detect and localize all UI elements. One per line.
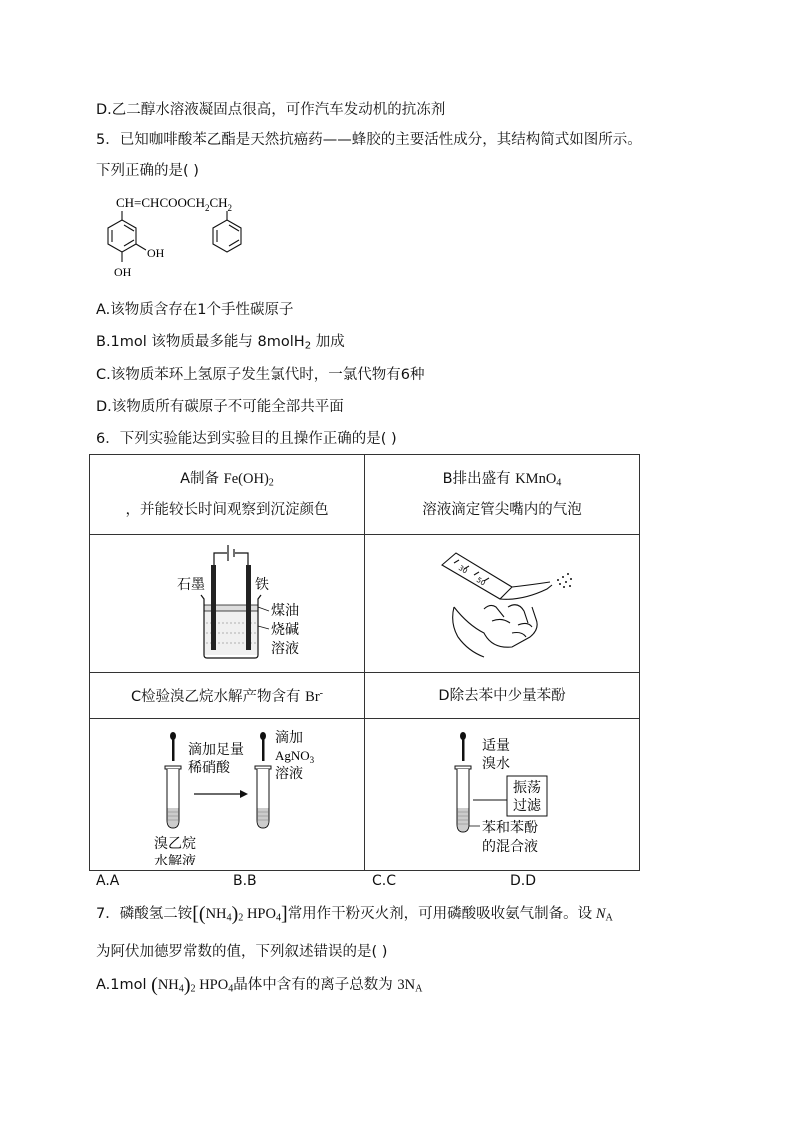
caustic-label-2: 溶液 bbox=[271, 640, 299, 657]
caustic-label-1: 烧碱 bbox=[271, 621, 299, 638]
graphite-label: 石墨 bbox=[177, 576, 205, 593]
catechol-ring bbox=[108, 211, 146, 262]
br-ion-formula: Br- bbox=[305, 687, 324, 706]
cell-b-title: B排出盛有 KMnO$_4$ 溶液滴定管尖嘴内的气泡 bbox=[365, 455, 640, 535]
beaker-icon bbox=[201, 595, 261, 658]
kmno4-formula: KMnO$_4$ bbox=[515, 471, 562, 489]
battery-icon bbox=[214, 545, 248, 565]
q7-stem-line-1: 7．磷酸氢二铵[$(NH_4)_2$ $HPO_4$]常用作干粉灭火剂，可用磷酸吸收氨气制备。设 $N_A$ bbox=[96, 903, 613, 925]
cell-a-figure bbox=[90, 535, 365, 673]
cell-d-figure bbox=[365, 719, 640, 871]
bromide-test-apparatus bbox=[92, 720, 362, 865]
test-tube-icon bbox=[165, 766, 181, 828]
q6-experiment-table bbox=[89, 454, 640, 871]
cell-c-title: C检验溴乙烷水解产物含有 Br- bbox=[90, 673, 365, 719]
q5-stem-line-2: 下列正确的是( ) bbox=[96, 163, 199, 179]
mixture-label-2: 的混合液 bbox=[482, 839, 538, 855]
iron-label: 铁 bbox=[255, 576, 269, 593]
q5-option-a: A.该物质含存在1个手性碳原子 bbox=[96, 302, 294, 318]
q6-options bbox=[96, 873, 596, 891]
q5-option-c: C.该物质苯环上氢原子发生氯代时，一氯代物有6种 bbox=[96, 367, 425, 383]
filter-label: 过滤 bbox=[513, 798, 541, 814]
q6-option-c: C.C bbox=[372, 873, 397, 889]
electrolysis-apparatus bbox=[97, 537, 357, 667]
burette-mark-50: 50 bbox=[474, 575, 487, 588]
arrow-right-icon bbox=[194, 790, 248, 798]
q4-option-d: D.乙二醇水溶液凝固点很高，可作汽车发动机的抗冻剂 bbox=[96, 102, 446, 118]
test-tube-icon bbox=[255, 766, 271, 828]
add-nitric-label-1: 滴加足量 bbox=[188, 742, 244, 758]
graphite-electrode bbox=[211, 565, 216, 650]
fe-oh2-formula: $Fe(OH)_2$ bbox=[223, 471, 274, 489]
q5-structural-formula bbox=[96, 190, 266, 285]
q5-stem-line-1: 5．已知咖啡酸苯乙酯是天然抗癌药——蜂胶的主要活性成分，其结构简式如图所示。 bbox=[96, 132, 642, 148]
q6-option-a: A.A bbox=[96, 873, 120, 889]
q5-oh-1: OH bbox=[147, 246, 165, 260]
cell-b-title-line-2: 溶液滴定管尖嘴内的气泡 bbox=[422, 501, 582, 518]
q6-stem: 6．下列实验能达到实验目的且操作正确的是( ) bbox=[96, 431, 397, 447]
q6-option-d: D.D bbox=[510, 873, 537, 889]
bromine-water-label-1: 适量 bbox=[482, 738, 510, 754]
cell-a-title-line-2: ，并能较长时间观察到沉淀颜色 bbox=[125, 501, 329, 518]
hydrolysate-label-1: 溴乙烷 bbox=[154, 836, 196, 852]
kerosene-label: 煤油 bbox=[271, 602, 299, 619]
phenol-removal-apparatus bbox=[372, 720, 632, 865]
add-agno3-label: 滴加 bbox=[275, 730, 303, 746]
q5-option-b: B.1mol 该物质最多能与 8molH$_2$ 加成 bbox=[96, 334, 345, 352]
nh4-2-hpo4-formula: [$(NH_4)_2$ $HPO_4$] bbox=[192, 903, 288, 925]
avogadro-symbol: $N_A$ bbox=[595, 906, 613, 924]
bromine-water-label-2: 溴水 bbox=[482, 756, 510, 772]
cell-c-figure bbox=[90, 719, 365, 871]
cell-a-title: A制备 $Fe(OH)_2$ ，并能较长时间观察到沉淀颜色 bbox=[90, 455, 365, 535]
test-tube-icon bbox=[455, 766, 471, 832]
nh4-2-hpo4-formula: $(NH_4)_2$ $HPO_4$ bbox=[151, 974, 234, 996]
iron-electrode bbox=[246, 565, 251, 650]
q6-option-b: B.B bbox=[233, 873, 257, 889]
dropper-icon bbox=[170, 732, 176, 761]
q7-stem-line-2: 为阿伏加德罗常数的值，下列叙述错误的是( ) bbox=[96, 944, 388, 960]
q7-option-a: A.1mol $(NH_4)_2$ $HPO_4$晶体中含有的离子总数为 $3N_A$ bbox=[96, 974, 423, 996]
cell-b-figure bbox=[365, 535, 640, 673]
q5-chain-text: $CH=CHCOOCH_2CH_2$ bbox=[116, 195, 233, 213]
agno3-formula: AgNO$_3$ bbox=[275, 748, 315, 765]
q5-oh-2: OH bbox=[114, 265, 132, 279]
hydrolysate-label-2: 水解液 bbox=[154, 854, 196, 865]
add-nitric-label-2: 稀硝酸 bbox=[188, 760, 230, 776]
phenyl-ring bbox=[213, 211, 241, 252]
agno3-solution-label: 溶液 bbox=[275, 766, 303, 782]
mixture-label-1: 苯和苯酚 bbox=[482, 820, 538, 836]
hand-icon bbox=[453, 604, 537, 656]
burette-hand-illustration bbox=[372, 537, 632, 667]
q5-option-d: D.该物质所有碳原子不可能全部共平面 bbox=[96, 399, 344, 415]
burette-mark-30: 30 bbox=[456, 563, 469, 576]
shake-label: 振荡 bbox=[513, 780, 541, 796]
burette-icon bbox=[442, 553, 552, 599]
dropper-icon bbox=[260, 732, 266, 761]
spray-droplets-icon bbox=[557, 573, 572, 588]
ion-count-value: $3N_A$ bbox=[397, 977, 423, 995]
dropper-icon bbox=[460, 732, 466, 761]
cell-d-title: D除去苯中少量苯酚 bbox=[365, 673, 640, 719]
